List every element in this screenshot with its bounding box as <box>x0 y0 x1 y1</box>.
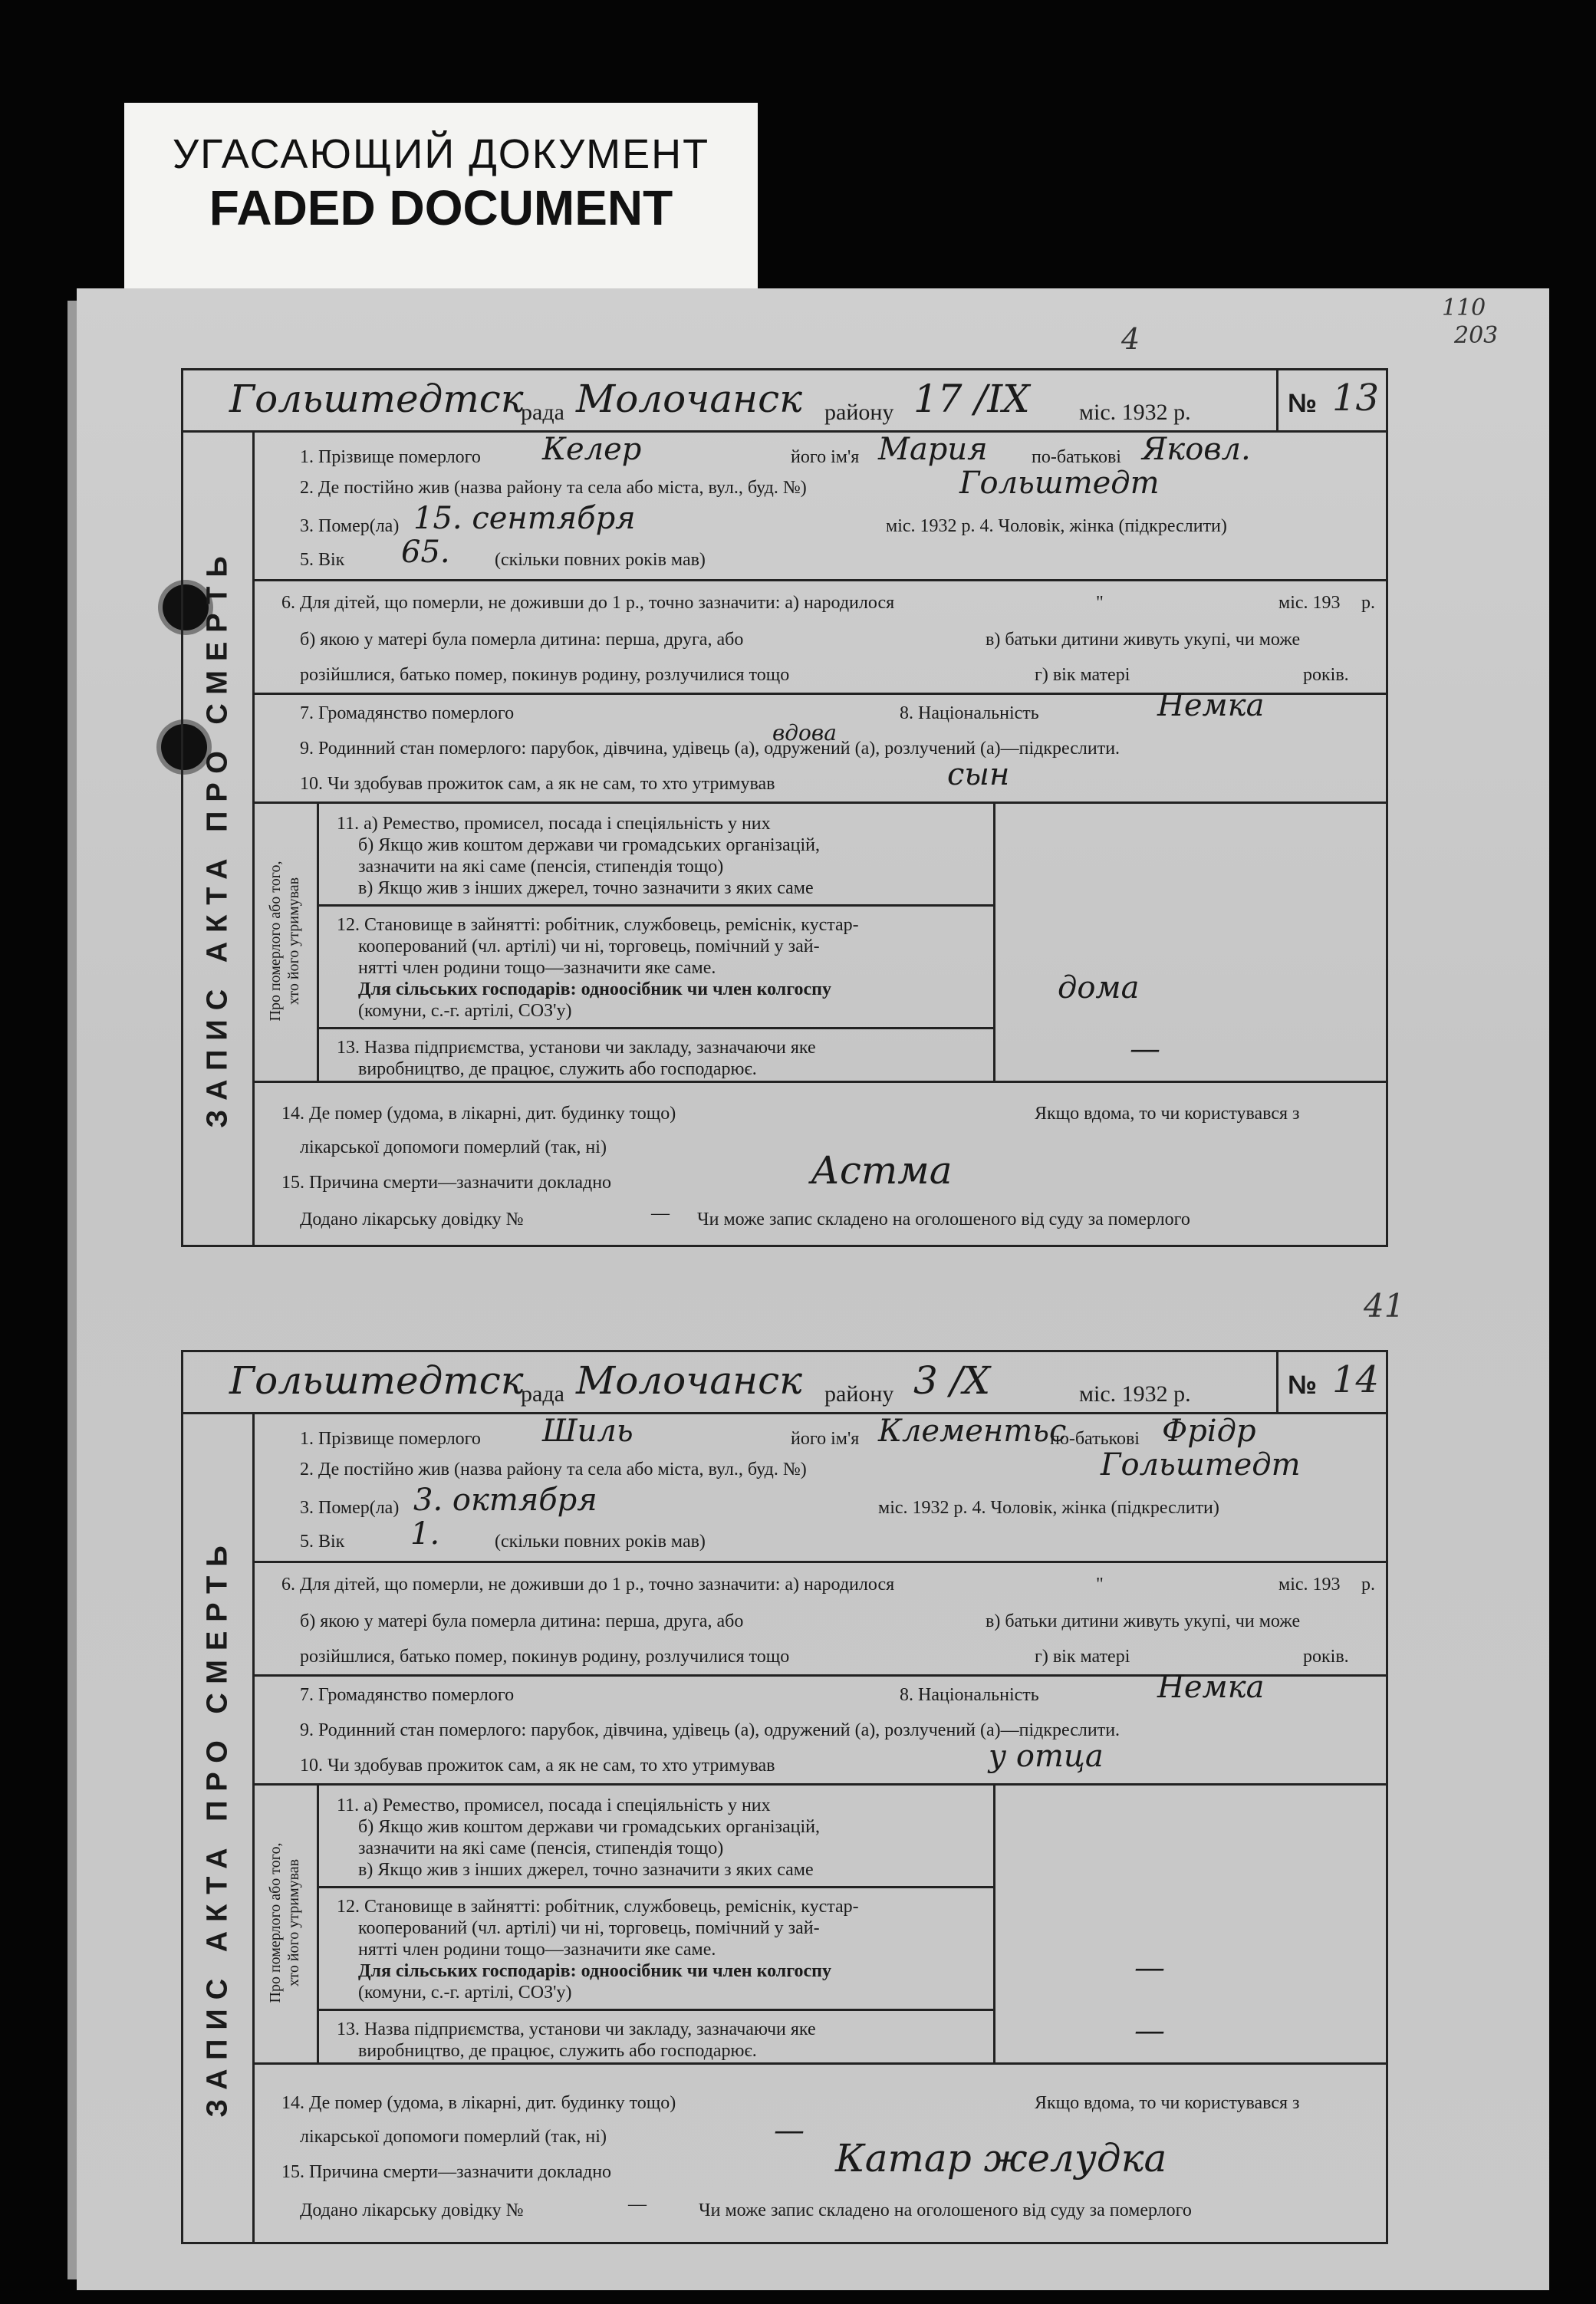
field-residence-value: Гольштедт <box>959 466 1160 501</box>
field-residence-label: 2. Де постійно жив (назва району та села або міста, вул., буд. №) <box>300 478 807 498</box>
field-enterprise-label-2: виробництво, де працює, служить або господарює. <box>358 2041 757 2061</box>
stamp-line-russian: УГАСАЮЩИЙ ДОКУМЕНТ <box>172 131 710 177</box>
divider <box>252 2062 1386 2065</box>
field-infant-born-label: 6. Для дітей, що померли, не доживши до 1 р., точно зазначити: а) народилося <box>281 593 895 613</box>
field-mother-age-unit: років. <box>1303 1647 1349 1667</box>
field-court-label: Чи може запис складено на оголошеного від суду за померлого <box>699 2200 1192 2220</box>
divider <box>317 1886 993 1888</box>
field-cause-label: 15. Причина смерти—зазначити докладно <box>281 2162 612 2182</box>
field-employment-label-3: нятті член родини тощо—зазначити яке саме. <box>358 958 716 978</box>
field-other-income-label: в) Якщо жив з інших джерел, точно зазначити з яких саме <box>358 878 814 898</box>
field-marital-label: 9. Родинний стан померлого: парубок, дівчина, удівець (а), одружений (а), розлучений (а)—підкреслити. <box>300 739 1120 759</box>
death-record-13 <box>181 368 1388 1247</box>
field-cause-label: 15. Причина смерти—зазначити докладно <box>281 1173 612 1193</box>
field-residence-label: 2. Де постійно жив (назва району та села або міста, вул., буд. №) <box>300 1460 807 1479</box>
record-number-box <box>1276 370 1386 430</box>
field-parents-label: в) батьки дитини живуть укупі, чи може <box>986 1611 1301 1631</box>
field-nationality-label: 8. Національність <box>900 703 1039 723</box>
folio-mark: 4 <box>1121 322 1140 356</box>
field-medical-label: Якщо вдома, то чи користувався з <box>1035 2093 1300 2113</box>
field-supported-label: 10. Чи здобував прожиток сам, а як не сам, то хто утримував <box>300 774 775 794</box>
field-certificate-value: — <box>651 1203 670 1223</box>
field-died-value: 3. октября <box>413 1483 597 1518</box>
field-farmers-label: Для сільських господарів: одноосібник чи член колгоспу <box>358 1961 832 1981</box>
field-farmers-label-2: (комуни, с.-г. артілі, СОЗ'у) <box>358 1001 572 1021</box>
field-enterprise-label: 13. Назва підприємства, установи чи закладу, зазначаючи яке <box>337 2019 816 2039</box>
occupation-side-text: Про померлого або того, хто його утримував <box>267 861 302 1022</box>
side-title-text: ЗАПИС АКТА ПРО СМЕРТЬ <box>201 1536 234 2118</box>
label-rayon: району <box>824 400 894 425</box>
label-month-year: міс. 1932 р. <box>1079 1381 1191 1407</box>
label-month-year: міс. 1932 р. <box>1079 400 1191 425</box>
field-cause-value: Катар желудка <box>835 2136 1167 2181</box>
faded-document-stamp <box>124 103 758 290</box>
field-infant-born-label: 6. Для дітей, що померли, не доживши до 1 р., точно зазначити: а) народилося <box>281 1575 895 1595</box>
folio-mid-mark: 41 <box>1364 1287 1405 1325</box>
field-parents-status-label: розійшлися, батько помер, покинув родину, розлучилися тощо <box>300 1647 790 1667</box>
field-age-hint: (скільки повних років мав) <box>495 550 706 570</box>
divider <box>252 1081 1386 1083</box>
field-state-support-label: б) Якщо жив коштом держави чи громадських організацій, <box>358 835 820 855</box>
folio-corner-b: 203 <box>1454 322 1499 349</box>
district-name: Молочанск <box>576 377 802 421</box>
field-name-label: його ім'я <box>791 1429 860 1449</box>
field-nationality-value: Немка <box>1157 1670 1265 1705</box>
field-patronymic-value: Яковл. <box>1142 432 1251 467</box>
field-employment-label-2: кооперований (чл. артілі) чи ні, торговець, помічний у зай- <box>358 936 820 956</box>
field-nationality-label: 8. Національність <box>900 1685 1039 1705</box>
field-medical-label-2: лікарської допомоги померлий (так, ні) <box>300 1137 607 1157</box>
divider <box>252 1783 1386 1786</box>
field-employment-label-3: нятті член родини тощо—зазначити яке саме. <box>358 1940 716 1960</box>
divider <box>317 1027 993 1029</box>
record-number: 14 <box>1332 1358 1380 1401</box>
field-supported-label: 10. Чи здобував прожиток сам, а як не сам, то хто утримував <box>300 1756 775 1776</box>
field-died-label: 3. Помер(ла) <box>300 1498 400 1518</box>
field-age-value: 65. <box>401 535 450 570</box>
field-infant-month-label: міс. 193 <box>1278 593 1341 613</box>
occupation-side-label <box>252 801 319 1081</box>
field-medical-value: — <box>774 2113 805 2148</box>
field-patronymic-label: по-батькові <box>1032 447 1121 467</box>
field-name-value: Мария <box>878 432 988 467</box>
form-side-title <box>183 1412 255 2242</box>
field-mother-age-label: г) вік матері <box>1035 665 1130 685</box>
field-child-order-label: б) якою у матері була померла дитина: перша, друга, або <box>300 630 744 650</box>
field-surname-label: 1. Прізвище померлого <box>300 1429 481 1449</box>
field-name-label: його ім'я <box>791 447 860 467</box>
field-trade-label: 11. а) Ремество, промисел, посада і спеціяльність у них <box>337 1795 771 1815</box>
number-sign: № <box>1288 1371 1317 1400</box>
field-certificate-label: Додано лікарську довідку № <box>300 1210 524 1229</box>
field-state-support-label: б) Якщо жив коштом держави чи громадських організацій, <box>358 1817 820 1837</box>
field-occupation-value: дома <box>1058 970 1140 1006</box>
field-enterprise-value: — <box>1130 1032 1160 1067</box>
field-occupation-value: — <box>1134 1950 1165 1986</box>
record-date: 17 /IX <box>913 377 1030 421</box>
divider <box>252 1561 1386 1563</box>
occupation-side-text: Про померлого або того, хто його утримував <box>267 1842 302 2003</box>
village-name: Гольштедтск <box>229 1358 524 1403</box>
field-farmers-label: Для сільських господарів: одноосібник чи член колгоспу <box>358 979 832 999</box>
field-child-order-label: б) якою у матері була померла дитина: перша, друга, або <box>300 1611 744 1631</box>
field-court-label: Чи може запис складено на оголошеного від суду за померлого <box>697 1210 1190 1229</box>
divider <box>993 801 995 1081</box>
field-cause-value: Астма <box>811 1148 953 1193</box>
field-surname-label: 1. Прізвище померлого <box>300 447 481 467</box>
field-age-label: 5. Вік <box>300 1532 345 1552</box>
field-supported-value: у отца <box>989 1739 1104 1774</box>
field-sex-label: міс. 1932 р. 4. Чоловік, жінка (підкреслити) <box>878 1498 1219 1518</box>
field-other-income-label: в) Якщо жив з інших джерел, точно зазначити з яких саме <box>358 1860 814 1880</box>
field-infant-born-value: " <box>1096 1575 1104 1595</box>
field-infant-year-label: р. <box>1361 1575 1375 1595</box>
death-record-14 <box>181 1350 1388 2244</box>
stamp-line-english: FADED DOCUMENT <box>209 180 673 235</box>
field-certificate-label: Додано лікарську довідку № <box>300 2200 524 2220</box>
field-enterprise-label-2: виробництво, де працює, служить або господарює. <box>358 1059 757 1079</box>
record-header <box>183 370 1386 433</box>
field-died-label: 3. Помер(ла) <box>300 516 400 536</box>
field-patronymic-value: Фрідр <box>1162 1414 1256 1449</box>
field-parents-status-label: розійшлися, батько помер, покинув родину, розлучилися тощо <box>300 665 790 685</box>
field-marital-label: 9. Родинний стан померлого: парубок, дівчина, удівець (а), одружений (а), розлучений (а)—підкреслити. <box>300 1720 1120 1740</box>
folio-corner-a: 110 <box>1442 295 1486 321</box>
field-infant-month-label: міс. 193 <box>1278 1575 1341 1595</box>
field-age-label: 5. Вік <box>300 550 345 570</box>
field-supported-value: сын <box>947 757 1010 792</box>
number-sign: № <box>1288 389 1317 418</box>
field-surname-value: Шиль <box>542 1414 633 1449</box>
occupation-side-label <box>252 1783 319 2062</box>
field-nationality-value: Немка <box>1157 688 1265 723</box>
field-name-value: Клементьс <box>878 1414 1067 1449</box>
field-citizenship-label: 7. Громадянство померлого <box>300 703 515 723</box>
divider <box>317 904 993 907</box>
field-pension-label: зазначити на які саме (пенсія, стипендія тощо) <box>358 1838 724 1858</box>
field-trade-label: 11. а) Ремество, промисел, посада і спеціяльність у них <box>337 814 771 834</box>
field-place-of-death-label: 14. Де помер (удома, в лікарні, дит. будинку тощо) <box>281 1104 676 1124</box>
field-parents-label: в) батьки дитини живуть укупі, чи може <box>986 630 1301 650</box>
field-place-of-death-label: 14. Де помер (удома, в лікарні, дит. будинку тощо) <box>281 2093 676 2113</box>
field-mother-age-label: г) вік матері <box>1035 1647 1130 1667</box>
divider <box>317 2009 993 2011</box>
field-sex-label: міс. 1932 р. 4. Чоловік, жінка (підкреслити) <box>886 516 1227 536</box>
record-date: 3 /X <box>913 1358 991 1403</box>
record-number-box <box>1276 1352 1386 1412</box>
divider <box>252 579 1386 581</box>
field-infant-year-label: р. <box>1361 593 1375 613</box>
field-infant-born-value: " <box>1096 593 1104 613</box>
field-enterprise-value: — <box>1134 2013 1165 2049</box>
field-employment-label-2: кооперований (чл. артілі) чи ні, торговець, помічний у зай- <box>358 1918 820 1938</box>
field-farmers-label-2: (комуни, с.-г. артілі, СОЗ'у) <box>358 1983 572 2003</box>
field-surname-value: Келер <box>542 432 642 467</box>
village-name: Гольштедтск <box>229 377 524 421</box>
field-enterprise-label: 13. Назва підприємства, установи чи закладу, зазначаючи яке <box>337 1038 816 1058</box>
field-died-value: 15. сентября <box>413 501 636 536</box>
divider <box>252 801 1386 804</box>
field-marital-value: вдова <box>772 720 837 746</box>
record-header <box>183 1352 1386 1414</box>
field-employment-label: 12. Становище в зайнятті: робітник, службовець, реміснік, кустар- <box>337 915 859 935</box>
field-medical-label: Якщо вдома, то чи користувався з <box>1035 1104 1300 1124</box>
form-side-title <box>183 430 255 1245</box>
label-rada: рада <box>521 1381 564 1407</box>
field-medical-label-2: лікарської допомоги померлий (так, ні) <box>300 2127 607 2147</box>
field-residence-value: Гольштедт <box>1101 1447 1301 1483</box>
field-citizenship-label: 7. Громадянство померлого <box>300 1685 515 1705</box>
field-pension-label: зазначити на які саме (пенсія, стипендія тощо) <box>358 857 724 877</box>
field-age-value: 1. <box>410 1516 440 1552</box>
label-rayon: району <box>824 1381 894 1407</box>
side-title-text: ЗАПИС АКТА ПРО СМЕРТЬ <box>201 547 234 1128</box>
field-patronymic-label: по-батькові <box>1050 1429 1140 1449</box>
record-number: 13 <box>1332 377 1380 420</box>
divider <box>993 1783 995 2062</box>
label-rada: рада <box>521 400 564 425</box>
district-name: Молочанск <box>576 1358 802 1403</box>
field-mother-age-unit: років. <box>1303 665 1349 685</box>
field-employment-label: 12. Становище в зайнятті: робітник, службовець, реміснік, кустар- <box>337 1897 859 1917</box>
field-age-hint: (скільки повних років мав) <box>495 1532 706 1552</box>
field-certificate-value: — <box>628 2194 647 2214</box>
